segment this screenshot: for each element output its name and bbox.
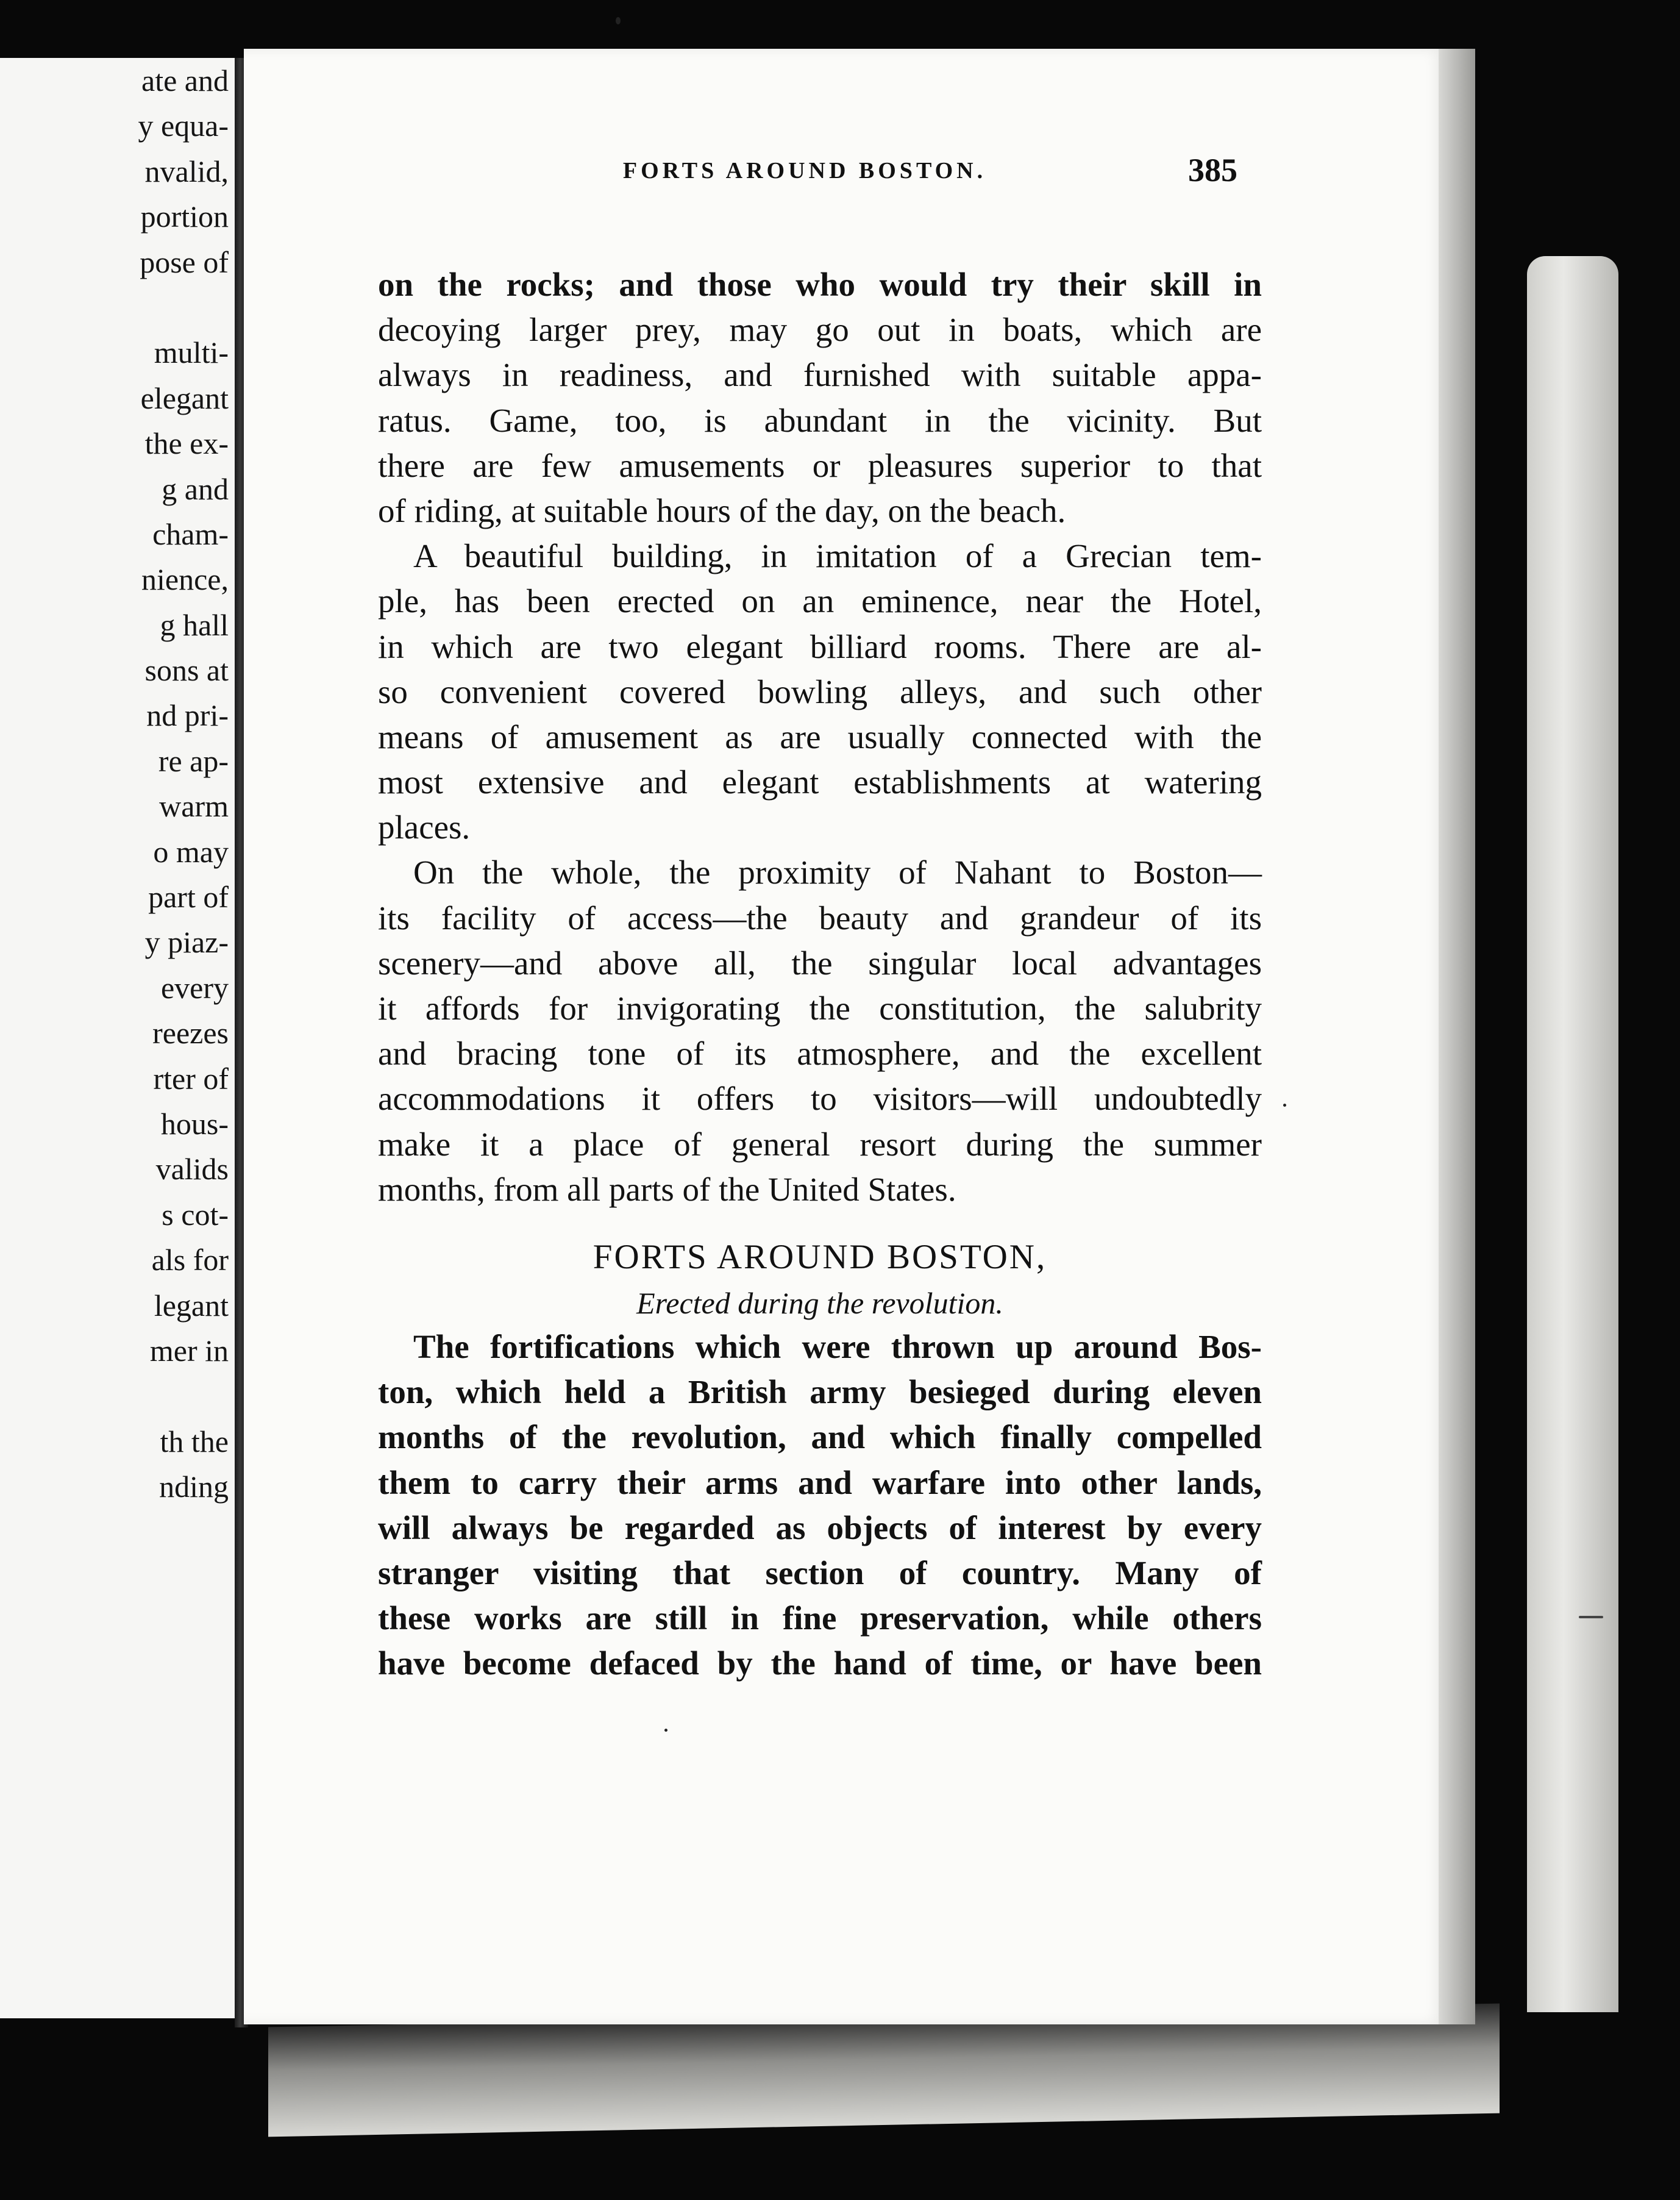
text-line: A beautiful building, in imitation of a Grecian tem-: [413, 537, 1262, 575]
left-fragment-line: mer in: [149, 1333, 229, 1368]
left-fragment-line: hous-: [160, 1106, 229, 1141]
scan-speck: [1579, 1616, 1603, 1618]
text-line: places.: [378, 809, 471, 846]
text-line: always in readiness, and furnished with suitable appa-: [378, 356, 1262, 394]
text-line: most extensive and elegant establishments at watering: [378, 763, 1262, 801]
left-fragment-line: pose of: [140, 245, 229, 279]
text-line: in which are two elegant billiard rooms. There are al-: [378, 627, 1262, 665]
text-line: stranger visiting that section of country. Many of: [378, 1554, 1262, 1591]
left-fragment-line: multi-: [154, 335, 229, 370]
text-line: means of amusement as are usually connected with the: [378, 718, 1262, 755]
left-fragment-line: elegant: [140, 380, 229, 415]
text-line: these works are still in fine preservation, while others: [378, 1599, 1262, 1637]
left-fragment-line: [138, 1373, 229, 1418]
left-fragment-line: every: [160, 970, 229, 1005]
left-fragment-line: legant: [154, 1288, 229, 1323]
text-line: accommodations it offers to visitors—will undoubtedly: [378, 1080, 1262, 1118]
left-fragment-line: portion: [140, 199, 229, 234]
left-fragment-line: rter of: [153, 1061, 229, 1096]
paragraph: [378, 1324, 1262, 1687]
left-fragment-line: g and: [162, 471, 229, 506]
left-fragment-line: nience,: [141, 562, 229, 597]
text-line: its facility of access—the beauty and grandeur of its: [378, 899, 1262, 937]
section-subtitle: Erected during the revolution.: [636, 1285, 1003, 1320]
text-line: months, from all parts of the United States.: [378, 1170, 956, 1208]
text-line: decoying larger prey, may go out in boats, which are: [378, 311, 1262, 349]
text-line: ton, which held a British army besieged during eleven: [378, 1373, 1262, 1411]
paragraph: [378, 534, 1262, 850]
left-fragment-line: reezes: [152, 1016, 229, 1051]
left-fragment-line: nvalid,: [144, 154, 229, 188]
paragraph: [378, 262, 1262, 534]
left-fragment-line: valids: [155, 1152, 229, 1187]
text-line: make it a place of general resort during the summer: [378, 1125, 1262, 1163]
text-line: will always be regarded as objects of interest by every: [378, 1509, 1262, 1546]
text-line: ple, has been erected on an eminence, near the Hotel,: [378, 582, 1262, 620]
text-line: The fortifications which were thrown up around Bos-: [413, 1327, 1262, 1365]
scan-speck: [616, 17, 621, 24]
text-line: months of the revolution, and which finally compelled: [378, 1418, 1262, 1456]
text-line: it affords for invigorating the constitution, the salubrity: [378, 990, 1262, 1027]
page-edge-shadow: [1439, 49, 1475, 2024]
left-fragment-line: the ex-: [144, 426, 229, 461]
running-head-title: FORTS AROUND BOSTON.: [622, 158, 987, 184]
text-line: ratus. Game, too, is abundant in the vicinity. But: [378, 401, 1262, 439]
left-fragment-line: nd pri-: [146, 698, 229, 733]
facing-page-left: [0, 58, 235, 2018]
text-line: On the whole, the proximity of Nahant to Boston—: [413, 854, 1262, 891]
text-line: scenery—and above all, the singular local advantages: [378, 944, 1262, 982]
back-cover-board: [1527, 256, 1618, 2012]
left-fragment-line: cham-: [152, 516, 229, 551]
page-number: 385: [1188, 152, 1237, 188]
scan-speck: [664, 1729, 667, 1732]
left-fragment-line: s cot-: [162, 1197, 229, 1232]
left-fragment-line: sons at: [144, 653, 229, 688]
left-fragment-line: y piaz-: [144, 925, 229, 960]
text-line: of riding, at suitable hours of the day, on the beach.: [378, 491, 1066, 529]
left-fragment-line: g hall: [160, 607, 229, 642]
left-fragment-line: als for: [151, 1243, 229, 1277]
running-head: [372, 151, 1237, 194]
left-fragment-line: part of: [148, 880, 229, 915]
text-line: and bracing tone of its atmosphere, and the excellent: [378, 1035, 1262, 1073]
left-fragment-line: o may: [153, 834, 229, 869]
left-fragment-line: warm: [159, 789, 229, 824]
section-title: FORTS AROUND BOSTON,: [593, 1237, 1047, 1276]
scan-speck: [1283, 1104, 1286, 1107]
left-fragment-line: [138, 285, 229, 330]
left-fragment-line: y equa-: [138, 109, 229, 143]
page-body-text: [378, 262, 1262, 1686]
text-line: on the rocks; and those who would try their skill in: [378, 266, 1262, 303]
paragraph: [378, 850, 1262, 1212]
left-fragment-line: nding: [159, 1470, 229, 1504]
left-fragment-line: re ap-: [158, 743, 229, 778]
text-line: have become defaced by the hand of time, or have been: [378, 1645, 1262, 1682]
left-fragment-line: th the: [160, 1424, 229, 1459]
text-line: them to carry their arms and warfare into other lands,: [378, 1463, 1262, 1501]
text-line: so convenient covered bowling alleys, and such other: [378, 673, 1262, 710]
left-fragment-line: ate and: [141, 63, 229, 98]
left-page-fragments: [138, 58, 229, 1510]
text-line: there are few amusements or pleasures superior to that: [378, 446, 1262, 484]
